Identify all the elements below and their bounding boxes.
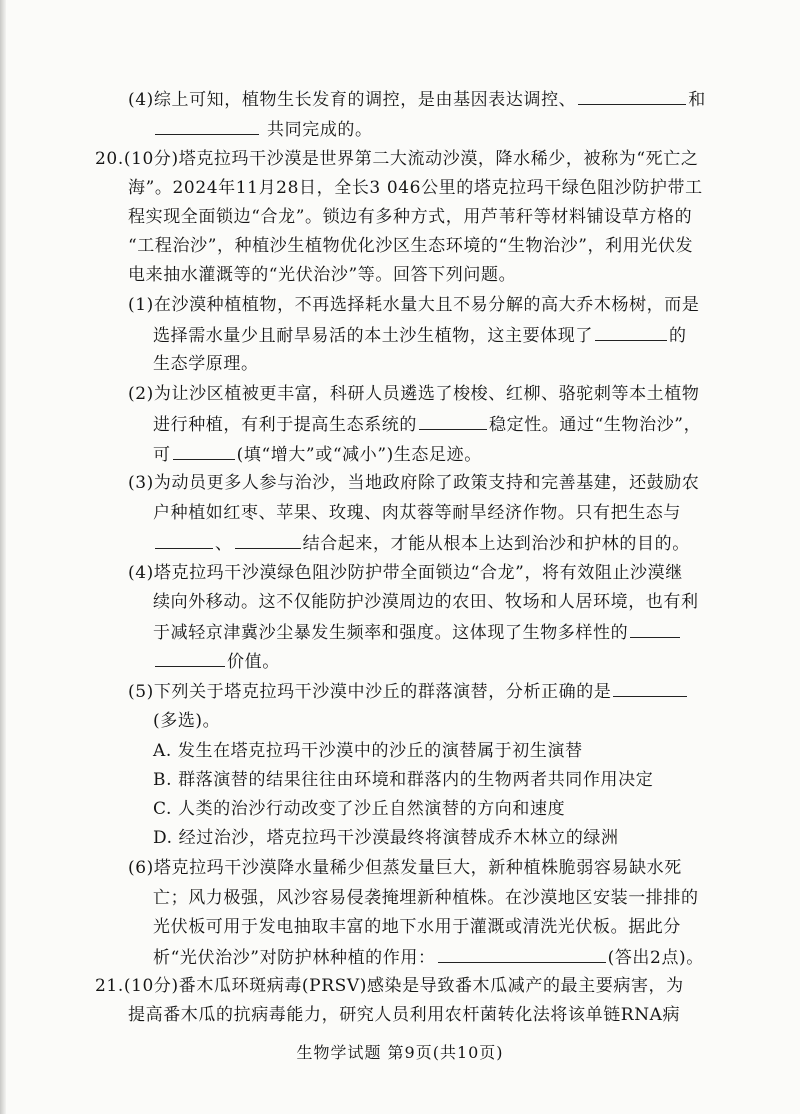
text-line — [128, 88, 706, 111]
answer-blank[interactable] — [438, 946, 606, 963]
line-text: 电来抽水灌溉等的“光伏治沙”等。回答下列问题。 — [128, 265, 517, 285]
line-text: 选择需水量少且耐旱易活的本土沙生植物，这主要体现了 — [153, 326, 593, 346]
text-line — [128, 264, 516, 286]
text-line — [153, 887, 699, 909]
answer-blank[interactable] — [578, 88, 686, 105]
answer-blank[interactable] — [173, 443, 235, 460]
line-text: 户种植如红枣、苹果、玫瑰、肉苁蓉等耐旱经济作物。只有把生态与 — [153, 503, 681, 523]
text-line — [153, 413, 701, 436]
line-text: (5)下列关于塔克拉玛干沙漠中沙丘的群落演替，分析正确的是 — [128, 682, 612, 702]
line-text: 和 — [688, 90, 706, 110]
text-line — [128, 383, 699, 405]
answer-blank[interactable] — [613, 680, 687, 697]
line-text: 光伏板可用于发电抽取丰富的地下水用于灌溉或清洗光伏板。据此分 — [153, 917, 681, 937]
text-line — [128, 680, 689, 703]
option-a[interactable] — [153, 740, 583, 762]
line-text: (4)塔克拉玛干沙漠绿色阻沙防护带全面锁边“合龙”，将有效阻止沙漠继 — [128, 563, 683, 583]
line-text: (填“增大”或“减小”)生态足迹。 — [236, 445, 482, 465]
text-line — [153, 353, 259, 375]
text-line — [128, 235, 693, 257]
line-text: “工程治沙”，种植沙生植物优化沙区生态环境的“生物治沙”，利用光伏发 — [128, 236, 694, 256]
question-21-line — [95, 975, 684, 997]
text-line — [153, 650, 280, 673]
line-text: 程实现全面锁边“合龙”。锁边有多种方式，用芦苇秆等材料铺设草方格的 — [128, 207, 693, 227]
answer-blank[interactable] — [155, 650, 225, 667]
line-text: 共同完成的。 — [267, 120, 373, 140]
line-text: 的 — [669, 326, 687, 346]
line-text: (答出2点)。 — [607, 948, 704, 968]
line-text: 、 — [215, 534, 233, 554]
text-line — [128, 1004, 680, 1026]
option-text: B. 群落演替的结果往往由环境和群落内的生物两者共同作用决定 — [153, 770, 654, 790]
line-text: (多选)。 — [153, 711, 221, 731]
text-line — [128, 562, 683, 584]
line-text: 于减轻京津冀沙尘暴发生频率和强度。这体现了生物多样性的 — [153, 623, 629, 643]
answer-blank[interactable] — [155, 118, 259, 135]
line-text: 价值。 — [227, 652, 280, 672]
line-text: 亡；风力极强，风沙容易侵袭掩埋新种植株。在沙漠地区安装一排排的 — [153, 888, 699, 908]
answer-blank[interactable] — [630, 621, 680, 638]
text-line — [153, 118, 373, 141]
line-text: 生态学原理。 — [153, 354, 259, 374]
text-line — [153, 916, 681, 938]
answer-blank[interactable] — [419, 413, 487, 430]
text-line — [153, 324, 687, 347]
text-line — [128, 472, 699, 494]
answer-blank[interactable] — [155, 532, 213, 549]
line-text: 稳定性。通过“生物治沙”， — [489, 415, 702, 435]
text-line — [153, 443, 482, 466]
text-line — [153, 946, 704, 969]
answer-blank[interactable] — [595, 324, 667, 341]
line-text: 续向外移动。这不仅能防护沙漠周边的农田、牧场和人居环境，也有利 — [153, 592, 699, 612]
line-text: 可 — [153, 445, 171, 465]
question-20-line — [95, 148, 698, 170]
option-text: A. 发生在塔克拉玛干沙漠中的沙丘的演替属于初生演替 — [153, 741, 583, 761]
text-line — [153, 502, 681, 524]
option-c[interactable] — [153, 798, 565, 820]
line-text: 20.(10分)塔克拉玛干沙漠是世界第二大流动沙漠，降水稀少，被称为“死亡之 — [95, 149, 699, 169]
line-text: 结合起来，才能从根本上达到治沙和护林的目的。 — [302, 534, 690, 554]
line-text: (1)在沙漠种植植物，不再选择耗水量大且不易分解的高大乔木杨树，而是 — [128, 295, 700, 315]
text-line — [128, 206, 692, 228]
option-b[interactable] — [153, 769, 653, 791]
line-text: 析“光伏治沙”对防护林种植的作用： — [153, 948, 436, 968]
text-line — [153, 532, 690, 555]
text-line — [128, 294, 699, 316]
line-text: (3)为动员更多人参与治沙，当地政府除了政策支持和完善基建，还鼓励农 — [128, 473, 700, 493]
text-line — [153, 621, 682, 644]
text-line — [153, 591, 699, 613]
line-text: (2)为让沙区植被更丰富，科研人员遴选了梭梭、红柳、骆驼刺等本土植物 — [128, 384, 700, 404]
page-footer: 生物学试题 第9页(共10页) — [296, 1043, 504, 1062]
text-line — [153, 710, 220, 732]
line-text: 提高番木瓜的抗病毒能力，研究人员利用农杆菌转化法将该单链RNA病 — [128, 1005, 681, 1025]
answer-blank[interactable] — [235, 532, 301, 549]
line-text: 海”。2024年11月28日，全长3 046公里的塔克拉玛干绿色阻沙防护带工 — [128, 178, 703, 198]
option-text: D. 经过治沙，塔克拉玛干沙漠最终将演替成乔木林立的绿洲 — [153, 828, 619, 848]
text-line — [128, 857, 682, 879]
line-text: (4)综上可知，植物生长发育的调控，是由基因表达调控、 — [128, 90, 577, 110]
text-line — [128, 177, 703, 199]
scan-edge — [0, 0, 6, 1114]
option-text: C. 人类的治沙行动改变了沙丘自然演替的方向和速度 — [153, 799, 566, 819]
option-d[interactable] — [153, 827, 619, 849]
line-text: 21.(10分)番木瓜环斑病毒(PRSV)感染是导致番木瓜减产的最主要病害，为 — [95, 976, 684, 996]
line-text: 进行种植，有利于提高生态系统的 — [153, 415, 417, 435]
line-text: (6)塔克拉玛干沙漠降水量稀少但蒸发量巨大，新种植株脆弱容易缺水死 — [128, 858, 682, 878]
